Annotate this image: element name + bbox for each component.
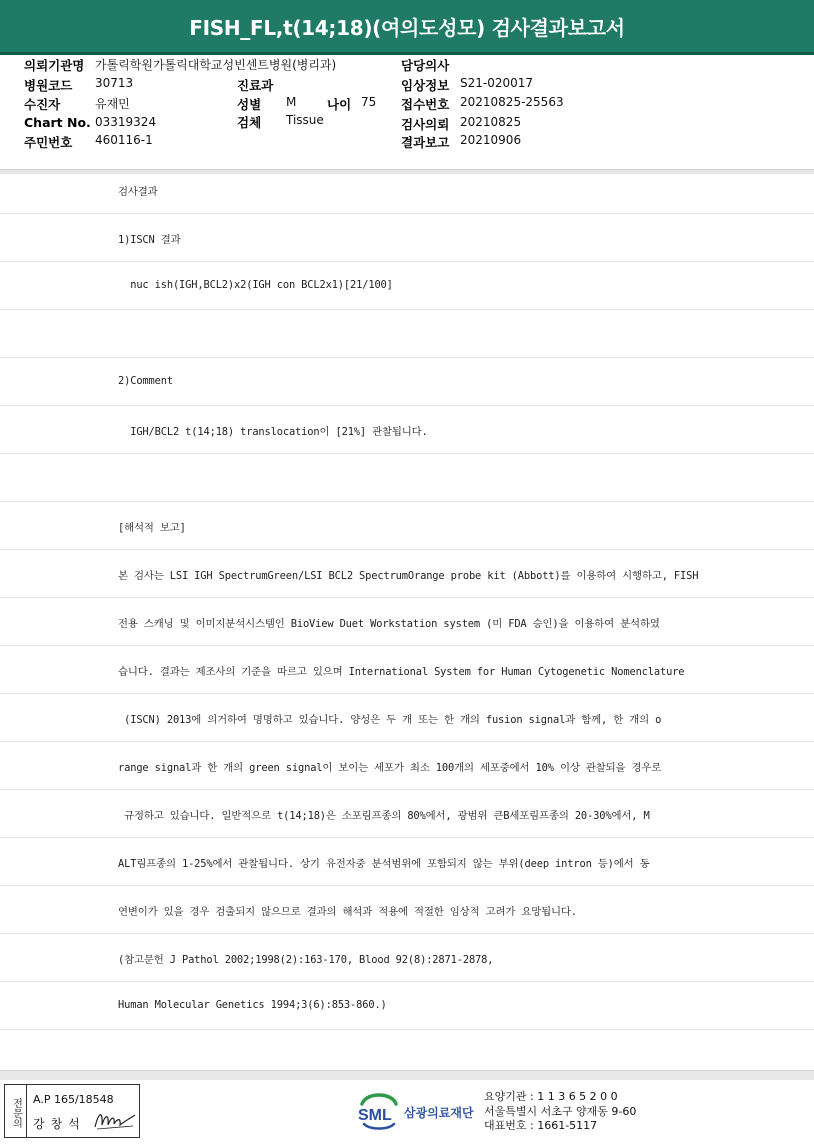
result-line: ALT림프종의 1-25%에서 관찰됩니다. 상기 유전자중 분석범위에 포함되지 않는 부위(deep intron 등)에서 동 <box>118 858 650 870</box>
clinical-info-label: 임상정보 <box>401 78 450 93</box>
institution-contact <box>484 1090 636 1134</box>
clinical-info-value: S21-020017 <box>460 76 534 90</box>
result-row <box>0 454 814 502</box>
result-row <box>0 742 814 790</box>
specimen-label: 검체 <box>237 115 262 130</box>
result-row <box>0 310 814 358</box>
result-line: range signal과 한 개의 green signal이 보이는 세포가 최소 100개의 세포중에서 10% 이상 관찰되을 경우로 <box>118 762 662 774</box>
report-title: FISH_FL,t(14;18)(여의도성모) 검사결과보고서 <box>189 15 625 40</box>
institution-code: 요양기관 : 1 1 3 6 5 2 0 0 <box>484 1090 618 1103</box>
stamp-license: A.P 165/18548 <box>33 1093 114 1106</box>
report-date-label: 결과보고 <box>401 135 450 150</box>
result-row <box>0 886 814 934</box>
rrn-label: 주민번호 <box>24 135 73 150</box>
result-row <box>0 358 814 406</box>
receipt-label: 접수번호 <box>401 97 450 112</box>
result-line: (ISCN) 2013에 의거하여 명명하고 있습니다. 양성은 두 개 또는 한 개의 fusion signal과 함께, 한 개의 o <box>118 714 662 726</box>
hospital-code-value: 30713 <box>95 76 134 90</box>
result-row <box>0 406 814 454</box>
result-line: nuc ish(IGH,BCL2)x2(IGH con BCL2x1)[21/100] <box>118 279 393 291</box>
result-line: 2)Comment <box>118 375 173 387</box>
brand-name: 삼광의료재단 <box>404 1106 474 1120</box>
result-row <box>0 214 814 262</box>
sex-value: M <box>286 95 297 109</box>
footer-divider <box>0 1070 814 1080</box>
result-line: (참고문헌 J Pathol 2002;1998(2):163-170, Blood 92(8):2871-2878, <box>118 954 494 966</box>
doctor-label: 담당의사 <box>401 58 450 73</box>
report-footer <box>0 1080 814 1148</box>
result-row <box>0 550 814 598</box>
result-row <box>0 694 814 742</box>
result-row <box>0 790 814 838</box>
receipt-value: 20210825-25563 <box>460 95 564 109</box>
result-line: 본 검사는 LSI IGH SpectrumGreen/LSI BCL2 SpectrumOrange probe kit (Abbott)를 이용하여 시행하고, FISH <box>118 570 699 582</box>
result-row <box>0 166 814 214</box>
report-date-value: 20210906 <box>460 133 522 147</box>
chart-label: Chart No. <box>24 115 91 130</box>
stamp-title: 전문의 <box>5 1085 27 1137</box>
rrn-value: 460116-1 <box>95 133 153 147</box>
patient-label: 수진자 <box>24 97 61 112</box>
specimen-value: Tissue <box>286 113 324 127</box>
dept-label: 진료과 <box>237 78 274 93</box>
stamp-name: 강창석 <box>33 1117 86 1131</box>
sml-logo-icon <box>356 1090 402 1130</box>
result-line: 검사결과 <box>118 186 158 198</box>
result-line: Human Molecular Genetics 1994;3(6):853-860.) <box>118 999 387 1011</box>
patient-value: 유재민 <box>95 97 130 111</box>
result-row <box>0 838 814 886</box>
signature-icon <box>93 1107 137 1133</box>
result-line: 습니다. 결과는 제조사의 기준을 따르고 있으며 International System for Human Cytogenetic Nomenclature <box>118 666 685 678</box>
hospital-code-label: 병원코드 <box>24 78 73 93</box>
title-divider <box>0 52 814 55</box>
chart-value: 03319324 <box>95 115 157 129</box>
age-label: 나이 <box>327 97 352 112</box>
result-line: 규정하고 있습니다. 일반적으로 t(14;18)은 소포림프종의 80%에서, 광범위 큰B세포림프종의 20-30%에서, M <box>118 810 650 822</box>
institution-address: 서울특별시 서초구 양재동 9-60 <box>484 1104 637 1118</box>
result-row <box>0 262 814 310</box>
institution-phone: 대표번호 : 1661-5117 <box>484 1119 598 1132</box>
sml-logo <box>356 1088 476 1132</box>
result-line: [해석적 보고] <box>118 522 186 534</box>
institution-label: 의뢰기관명 <box>24 58 85 73</box>
result-line: 1)ISCN 결과 <box>118 234 181 246</box>
result-line: IGH/BCL2 t(14;18) translocation이 [21%] 관찰됩니다. <box>118 426 428 438</box>
result-row <box>0 646 814 694</box>
institution-value: 가톨릭학원가톨릭대학교성빈센트병원(병리과) <box>95 58 337 72</box>
result-line: 연변이가 있을 경우 검출되지 않으므로 결과의 해석과 적용에 적절한 임상적 고려가 요망됩니다. <box>118 906 577 918</box>
result-row <box>0 934 814 982</box>
request-date-label: 검사의뢰 <box>401 117 450 132</box>
patient-info-section <box>0 56 814 168</box>
result-row <box>0 598 814 646</box>
logo-letters: SML <box>358 1107 392 1124</box>
result-row <box>0 502 814 550</box>
age-value: 75 <box>361 95 377 109</box>
result-row <box>0 982 814 1030</box>
request-date-value: 20210825 <box>460 115 522 129</box>
report-title-bar <box>0 0 814 52</box>
result-line: 전용 스캐닝 및 이미지분석시스템인 BioView Duet Workstation system (미 FDA 승인)을 이용하여 분석하였 <box>118 618 660 630</box>
pathologist-stamp <box>4 1084 140 1138</box>
sex-label: 성별 <box>237 97 262 112</box>
